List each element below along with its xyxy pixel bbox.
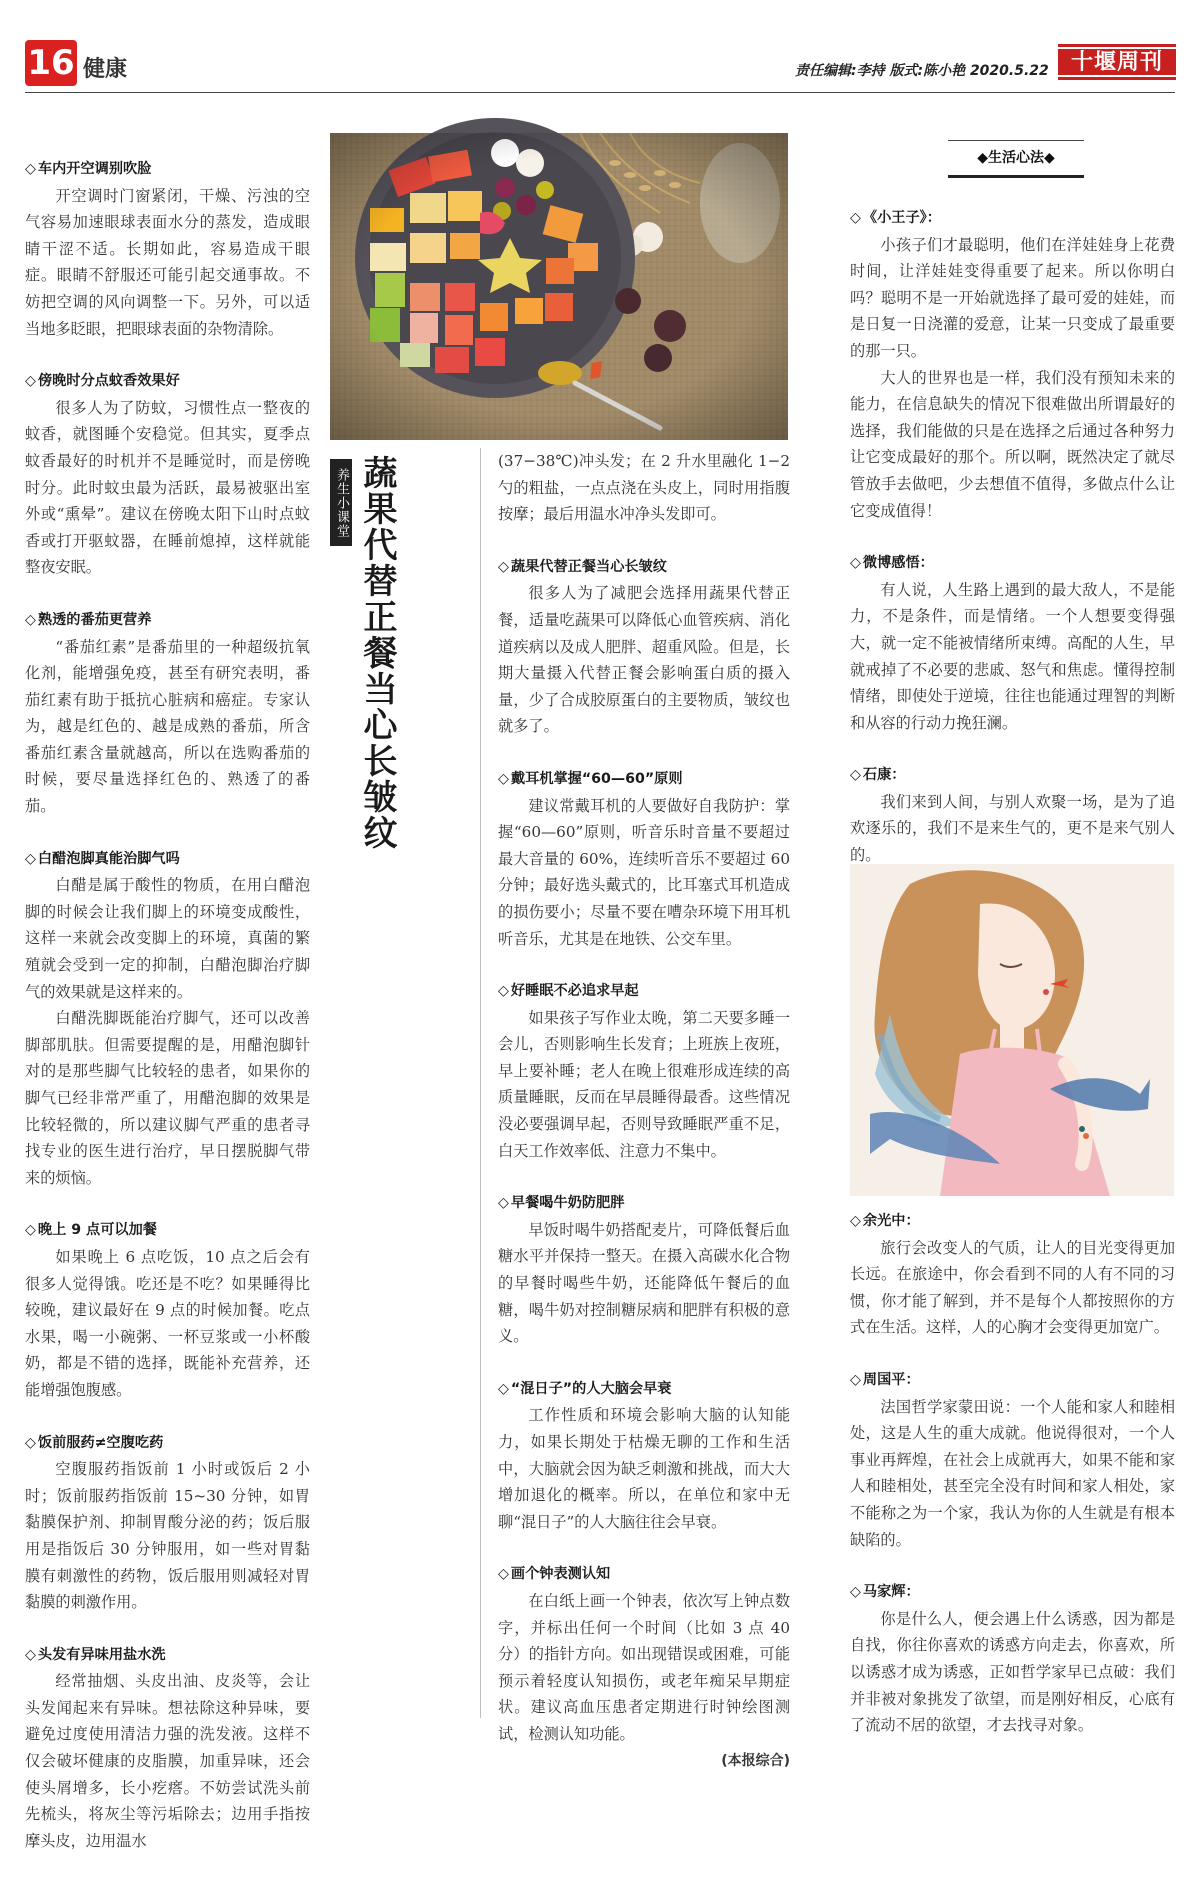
column-right-bottom	[850, 1208, 1175, 1765]
article-title	[498, 554, 790, 581]
column-left	[25, 156, 310, 1880]
article-title	[498, 1190, 790, 1217]
article-title	[850, 550, 1175, 577]
diamond-bullet-icon: ◇	[25, 1646, 36, 1663]
article-title-text: 好睡眠不必追求早起	[510, 983, 639, 1000]
article-paragraph: 很多人为了减肥会选择用蔬果代替正餐，适量吃蔬果可以降低心血管疾病、消化道疾病以及成人肥胖、超重风险。但是，长期大量摄入代替正餐会影响蛋白质的摄入量，少了合成胶原蛋白的主要物质，皱纹也就多了。	[498, 584, 790, 736]
article	[25, 1430, 310, 1616]
fruit-platter-illustration	[330, 133, 788, 440]
article-title-text: 马家辉：	[862, 1584, 920, 1601]
article	[498, 1561, 790, 1774]
article-title	[25, 846, 310, 873]
article-title-text: 画个钟表测认知	[510, 1566, 611, 1583]
article-title	[25, 1430, 310, 1457]
article	[850, 1367, 1175, 1553]
article-title	[850, 1367, 1175, 1394]
banner-label: ◆生活心法◆	[977, 150, 1055, 166]
diamond-bullet-icon: ◇	[498, 1195, 509, 1212]
article-title	[498, 1561, 790, 1588]
article-title	[850, 1208, 1175, 1235]
article-paragraph: 建议常戴耳机的人要做好自我防护：掌握“60—60”原则，听音乐时音量不要超过最大音量的 60%，连续听音乐不要超过 60 分钟；最好选头戴式的，比耳塞式耳机造成的损伤要小；尽量不要在嘈杂环境下用耳机听音乐，尤其是在地铁、公交车里。	[498, 796, 790, 948]
article-title-text: “混日子”的人大脑会早衰	[510, 1380, 672, 1397]
diamond-bullet-icon: ◇	[850, 210, 861, 226]
diamond-bullet-icon: ◇	[25, 850, 36, 867]
page-number: 16	[25, 40, 77, 86]
article-paragraph: 有人说，人生路上遇到的最大敌人，不是能力，不是条件，而是情绪。一个人想要变得强大，就一定不能被情绪所束缚。高配的人生，早就戒掉了不必要的悲戚、怒气和焦虑。懂得控制情绪，即使处于逆境，往往也能通过理智的判断和从容的行动力挽狂澜。	[850, 580, 1175, 732]
article	[850, 762, 1175, 868]
article-title	[25, 607, 310, 634]
girl-illustration	[850, 864, 1174, 1196]
article	[25, 1217, 310, 1403]
diamond-bullet-icon: ◇	[850, 1584, 861, 1601]
section-title: 健康	[83, 57, 128, 82]
article-paragraph: 大人的世界也是一样，我们没有预知未来的能力，在信息缺失的情况下很难做出所谓最好的选择，我们能做的只是在选择之后通过各种努力让它变成最好的那个。所以啊，既然决定了就尽管放手去做吧，少去想值不值得，多做点什么让它变成值得！	[850, 368, 1175, 520]
column-middle	[498, 448, 790, 1800]
article-paragraph: 你是什么人，便会遇上什么诱惑，因为都是自找，你往你喜欢的诱惑方向走去，你喜欢，所以诱惑才成为诱惑，正如哲学家早已点破：我们并非被对象挑发了欲望，而是刚好相反，心底有了流动不居的欲望，才去找寻对象。	[850, 1609, 1175, 1735]
article	[850, 205, 1175, 524]
life-banner	[948, 140, 1084, 178]
article-title	[498, 978, 790, 1005]
article-paragraph: 早饭时喝牛奶搭配麦片，可降低餐后血糖水平并保持一整天。在摄入高碳水化合物的早餐时喝些牛奶，还能降低午餐后的血糖，喝牛奶对控制糖尿病和肥胖有积极的意义。	[498, 1220, 790, 1346]
girl-with-fish-illustration	[850, 864, 1174, 1196]
diamond-bullet-icon: ◇	[25, 161, 36, 177]
article	[498, 448, 790, 528]
article-title-text: 石康：	[862, 767, 906, 784]
article-paragraph: 经常抽烟、头皮出油、皮炎等，会让头发闻起来有异味。想祛除这种异味，要避免过度使用清洁力强的洗发液。这样不仅会破坏健康的皮脂膜，加重异味，还会使头屑增多，长小疙瘩。不妨尝试洗头前先梳头，将灰尘等污垢除去；边用手指按摩头皮，边用温水	[25, 1672, 310, 1850]
diamond-bullet-icon: ◇	[25, 611, 36, 628]
article	[850, 550, 1175, 736]
article-paragraph: 在白纸上画一个钟表，依次写上钟点数字，并标出任何一个时间（比如 3 点 40 分）的指针方向。如出现错误或困难，可能预示着轻度认知损伤，或老年痴呆早期症状。建议高血压患者定期进行时钟绘图测试，检测认知功能。	[498, 1591, 790, 1743]
article-title-text: 傍晚时分点蚊香效果好	[37, 373, 180, 390]
article-title-text: 蔬果代替正餐当心长皱纹	[510, 558, 667, 575]
article-paragraph: (37−38℃)冲头发；在 2 升水里融化 1−2 勺的粗盐，一点点浇在头皮上，同时用指腹按摩；最后用温水冲净头发即可。	[498, 452, 790, 524]
diamond-bullet-icon: ◇	[25, 373, 36, 390]
masthead-logo	[1058, 44, 1176, 80]
article-paragraph: 很多人为了防蚊，习惯性点一整夜的蚊香，就图睡个安稳觉。但其实，夏季点蚊香最好的时机并不是睡觉时，而是傍晚时分。此时蚊虫最为活跃，最易被驱出室外或“熏晕”。建议在傍晚太阳下山时点蚊香或打开驱蚊器，在睡前熄掉，这样就能整夜安眠。	[25, 398, 310, 577]
article-title-text: 头发有异味用盐水洗	[37, 1646, 166, 1663]
column-divider	[480, 448, 481, 1718]
article-title-text: 周国平：	[862, 1371, 920, 1388]
article	[25, 368, 310, 581]
column-kicker: 养生小课堂	[330, 459, 352, 546]
article	[850, 1208, 1175, 1341]
editor-credits: 责任编辑:李持 版式:陈小艳 2020.5.22	[795, 63, 1049, 79]
diamond-bullet-icon: ◇	[850, 767, 861, 784]
article-title-text: 《小王子》：	[862, 210, 941, 226]
article	[498, 554, 790, 740]
article	[498, 766, 790, 952]
article	[25, 846, 310, 1192]
article-title	[498, 766, 790, 793]
article	[25, 607, 310, 820]
banner-bottom-rule	[948, 175, 1084, 178]
diamond-bullet-icon: ◇	[850, 1371, 861, 1388]
article-paragraph: 如果孩子写作业太晚，第二天要多睡一会儿，否则影响生长发育；上班族上夜班，早上要补睡；老人在晚上很难形成连续的高质量睡眠，反而在早晨睡得最香。这些情况没必要强调早起，否则导致睡眠严重不足，白天工作效率低、注意力不集中。	[498, 1008, 790, 1160]
diamond-bullet-icon: ◇	[850, 555, 861, 572]
article-title-text: 余光中：	[862, 1213, 920, 1229]
article-title-text: 早餐喝牛奶防肥胖	[510, 1195, 625, 1212]
article-title	[25, 1642, 310, 1669]
article-title-text: 戴耳机掌握“60—60”原则	[510, 770, 683, 787]
article-title-text: 微博感悟：	[862, 555, 934, 572]
article-paragraph: 我们来到人间，与别人欢聚一场，是为了追欢逐乐的，我们不是来生气的，更不是来气别人的。	[850, 792, 1175, 865]
article	[498, 1190, 790, 1350]
article-paragraph: 如果晚上 6 点吃饭，10 点之后会有很多人觉得饿。吃还是不吃？如果睡得比较晚，建议最好在 9 点的时候加餐。吃点水果，喝一小碗粥、一杯豆浆或一小杯酸奶，都是不错的选择，既能补充营养，还能增强饱腹感。	[25, 1247, 310, 1399]
diamond-bullet-icon: ◇	[498, 1380, 509, 1397]
article	[850, 1579, 1175, 1739]
article-title	[850, 205, 1175, 232]
article-paragraph: 旅行会改变人的气质，让人的目光变得更加长远。在旅途中，你会看到不同的人有不同的习惯，你才能了解到，并不是每个人都按照你的方式在生活。这样，人的心胸才会变得更加宽广。	[850, 1238, 1175, 1337]
article-title	[25, 368, 310, 395]
diamond-bullet-icon: ◇	[850, 1213, 861, 1229]
article-paragraph: 法国哲学家蒙田说：一个人能和家人和睦相处，这是人生的重大成就。他说得很对，一个人事业再辉煌，在社会上成就再大，如果不能和家人和睦相处，甚至完全没有时间和家人相处，家不能称之为一个家，我认为你的人生就是有根本缺陷的。	[850, 1397, 1175, 1549]
diamond-bullet-icon: ◇	[25, 1434, 36, 1451]
feature-headline: 蔬果代替正餐当心长皱纹	[357, 455, 397, 851]
article-title	[25, 156, 310, 183]
article-title	[25, 1217, 310, 1244]
article-paragraph: 空腹服药指饭前 1 小时或饭后 2 小时；饭前服药指饭前 15~30 分钟，如胃黏膜保护剂、抑制胃酸分泌的药；饭后服用是指饭后 30 分钟服用，如一些对胃黏膜有刺激性的药物，饭后服用则减轻对胃黏膜的刺激作用。	[25, 1460, 310, 1612]
column-right-top	[850, 205, 1175, 895]
fruit-platter-photo	[330, 133, 788, 440]
article	[498, 1376, 790, 1536]
article-paragraph: 小孩子们才最聪明，他们在洋娃娃身上花费时间，让洋娃娃变得重要了起来。所以你明白吗？聪明不是一开始就选择了最可爱的娃娃，而是日复一日浇灌的爱意，让某一只变成了最重要的那一只。	[850, 235, 1175, 360]
article-title	[850, 1579, 1175, 1606]
article-title	[498, 1376, 790, 1403]
article-paragraph: “番茄红素”是番茄里的一种超级抗氧化剂，能增强免疫，甚至有研究表明，番茄红素有助于抵抗心脏病和癌症。专家认为，越是红色的、越是成熟的番茄，所含番茄红素含量就越高，所以在选购番茄的时候，要尽量选择红色的、熟透了的番茄。	[25, 637, 310, 816]
article-title-text: 白醋泡脚真能治脚气吗	[37, 850, 180, 867]
article-paragraph: 工作性质和环境会影响大脑的认知能力，如果长期处于枯燥无聊的工作和生活中，大脑就会因为缺乏刺激和挑战，而大大增加退化的概率。所以，在单位和家中无聊“混日子”的人大脑往往会早衰。	[498, 1406, 790, 1531]
article-title-text: 熟透的番茄更营养	[37, 611, 152, 628]
diamond-bullet-icon: ◇	[498, 558, 509, 575]
masthead-title: 十堰周刊	[1058, 49, 1176, 75]
article-title	[850, 762, 1175, 789]
article-title-text: 车内开空调别吹脸	[37, 161, 152, 177]
article-title-text: 晚上 9 点可以加餐	[37, 1222, 157, 1239]
article	[25, 1642, 310, 1855]
header-divider	[25, 92, 1175, 93]
article-paragraph: 白醋是属于酸性的物质，在用白醋泡脚的时候会让我们脚上的环境变成酸性，这样一来就会改变脚上的环境，真菌的繁殖就会受到一定的抑制，白醋泡脚治疗脚气的效果就是这样来的。	[25, 876, 310, 1001]
diamond-bullet-icon: ◇	[498, 1566, 509, 1583]
diamond-bullet-icon: ◇	[498, 770, 509, 787]
source-credit: (本报综合)	[721, 1752, 790, 1769]
article-paragraph: 白醋洗脚既能治疗脚气，还可以改善脚部肌肤。但需要提醒的是，用醋泡脚针对的是那些脚气比较轻的患者，如果你的脚气已经非常严重了，用醋泡脚的效果是比较轻微的，所以建议脚气严重的患者寻找专业的医生进行治疗，早日摆脱脚气带来的烦恼。	[25, 1009, 310, 1187]
article	[25, 156, 310, 342]
article	[498, 978, 790, 1164]
article-title-text: 饭前服药≠空腹吃药	[37, 1434, 164, 1451]
diamond-bullet-icon: ◇	[498, 983, 509, 1000]
diamond-bullet-icon: ◇	[25, 1222, 36, 1239]
article-paragraph: 开空调时门窗紧闭，干燥、污浊的空气容易加速眼球表面水分的蒸发，造成眼睛干涩不适。长期如此，容易造成干眼症。眼睛不舒服还可能引起交通事故。不妨把空调的风向调整一下。另外，可以适当地多眨眼，把眼球表面的杂物清除。	[25, 186, 310, 338]
